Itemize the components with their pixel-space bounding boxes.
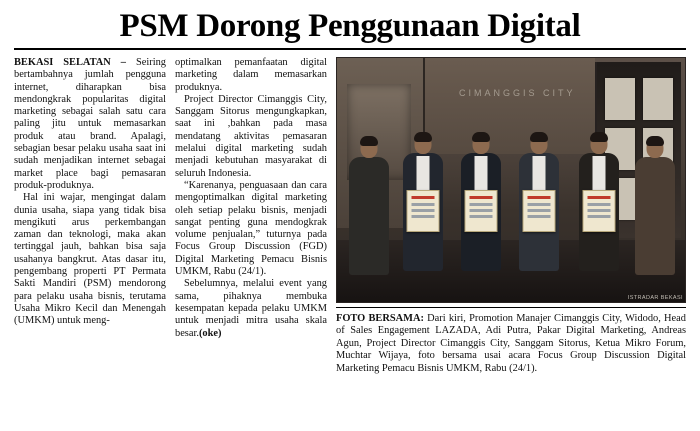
page-title: PSM Dorong Penggunaan Digital xyxy=(119,8,581,44)
paragraph-text: Project Director Cimanggis City, Sanggam Sitorus mengungkapkan, saat ini ,bahkan pada masa mendatang aktivitas pemasaran melalui digital marketing sudah menjadi kebutuhan masyarakat di seluruh Indonesia. xyxy=(175,93,327,179)
byline-code: (oke) xyxy=(198,327,222,339)
paragraph xyxy=(175,278,327,339)
photo-person xyxy=(577,134,621,284)
banner-poster xyxy=(605,78,635,120)
booth-logo-text: CIMANGGIS CITY xyxy=(459,88,576,98)
person-hair xyxy=(530,132,548,142)
photo-credit: ISTRADAR BEKASI xyxy=(627,295,683,301)
headline-divider xyxy=(14,48,686,50)
banner-poster xyxy=(643,78,673,120)
person-hair xyxy=(360,136,378,146)
caption-label: FOTO BERSAMA: xyxy=(336,313,424,324)
paragraph xyxy=(14,192,166,327)
paragraph xyxy=(175,180,327,278)
person-hair xyxy=(472,132,490,142)
person-hair xyxy=(590,132,608,142)
paragraph-text: Hal ini wajar, mengingat dalam dunia usaha, siapa yang tidak bisa mengikuti arus perkembangan zaman dan teknologi, maka akan tertinggal jauh, bahkan bisa saja usahanya bangkrut. Atas dasar itu, pengembang properti PT Permata Sakti Mandiri (PSM) mendorong para pelaku usaha bisnis, terutama Usaha Mikro Kecil dan Menengah (UMKM) untuk meng- xyxy=(14,192,166,327)
article-body xyxy=(14,57,686,375)
caption-divider xyxy=(336,307,686,308)
photo-caption xyxy=(336,313,686,375)
paragraph xyxy=(14,57,166,192)
photo-person xyxy=(517,134,561,284)
person-hair xyxy=(414,132,432,142)
paragraph-text: Sebelumnya, melalui event yang sama, pihaknya membuka kesempatan kepada pelaku UMKM untuk menjadi mitra usaha skala besar. xyxy=(175,278,327,339)
person-hair xyxy=(646,136,664,146)
certificate xyxy=(407,190,440,232)
certificate xyxy=(465,190,498,232)
certificate xyxy=(523,190,556,232)
photo-column xyxy=(336,57,686,375)
caption-text: Dari kiri, Promotion Manajer Cimanggis City, Widodo, Head of Sales Engagement LAZADA, Adi Putra, Pakar Digital Marketing, Andreas Agun, Project Director Cimanggis City, Sanggam Sitorus, Ketua Mikro Forum, Muchtar Wijaya, foto bersama usai acara Focus Group Discussion Digital Marketing Pemacu Bisnis UMKM, Rabu (24/1). xyxy=(336,313,686,374)
person-body xyxy=(349,157,389,275)
group-photo xyxy=(336,57,686,303)
person-body xyxy=(635,157,675,275)
photo-backdrop xyxy=(425,58,595,154)
paragraph-text: Seiring bertambahnya jumlah pengguna internet, diharapkan bisa mendongkrak popularitas digital marketing sebagai salah satu cara paling jitu untuk memasarkan produk atau brand. Apalagi, sebagian besar pelaku usaha saat ini sudah menjadikan internet sebagai market place bagi pemasaran produk-produknya. xyxy=(14,57,166,191)
dateline: BEKASI SELATAN – xyxy=(14,57,126,68)
photo-person xyxy=(347,138,391,288)
paragraph xyxy=(175,57,327,94)
article-column-1 xyxy=(14,57,166,328)
paragraph xyxy=(175,94,327,180)
photo-person xyxy=(401,134,445,284)
photo-person xyxy=(633,138,677,288)
certificate xyxy=(583,190,616,232)
paragraph-text: optimalkan pemanfaatan digital marketing dalam memasarkan produknya. xyxy=(175,57,327,93)
paragraph-text: “Karenanya, penguasaan dan cara mengoptimalkan digital marketing oleh setiap pelaku bisnis, menjadi sangat penting guna mendogkrak volume penjualan,” tuturnya pada Focus Group Discussion (FGD) Digital Marketing Pemacu Bisnis UMKM, Rabu (24/1). xyxy=(175,179,327,278)
photo-person xyxy=(459,134,503,284)
article-column-2 xyxy=(175,57,327,340)
